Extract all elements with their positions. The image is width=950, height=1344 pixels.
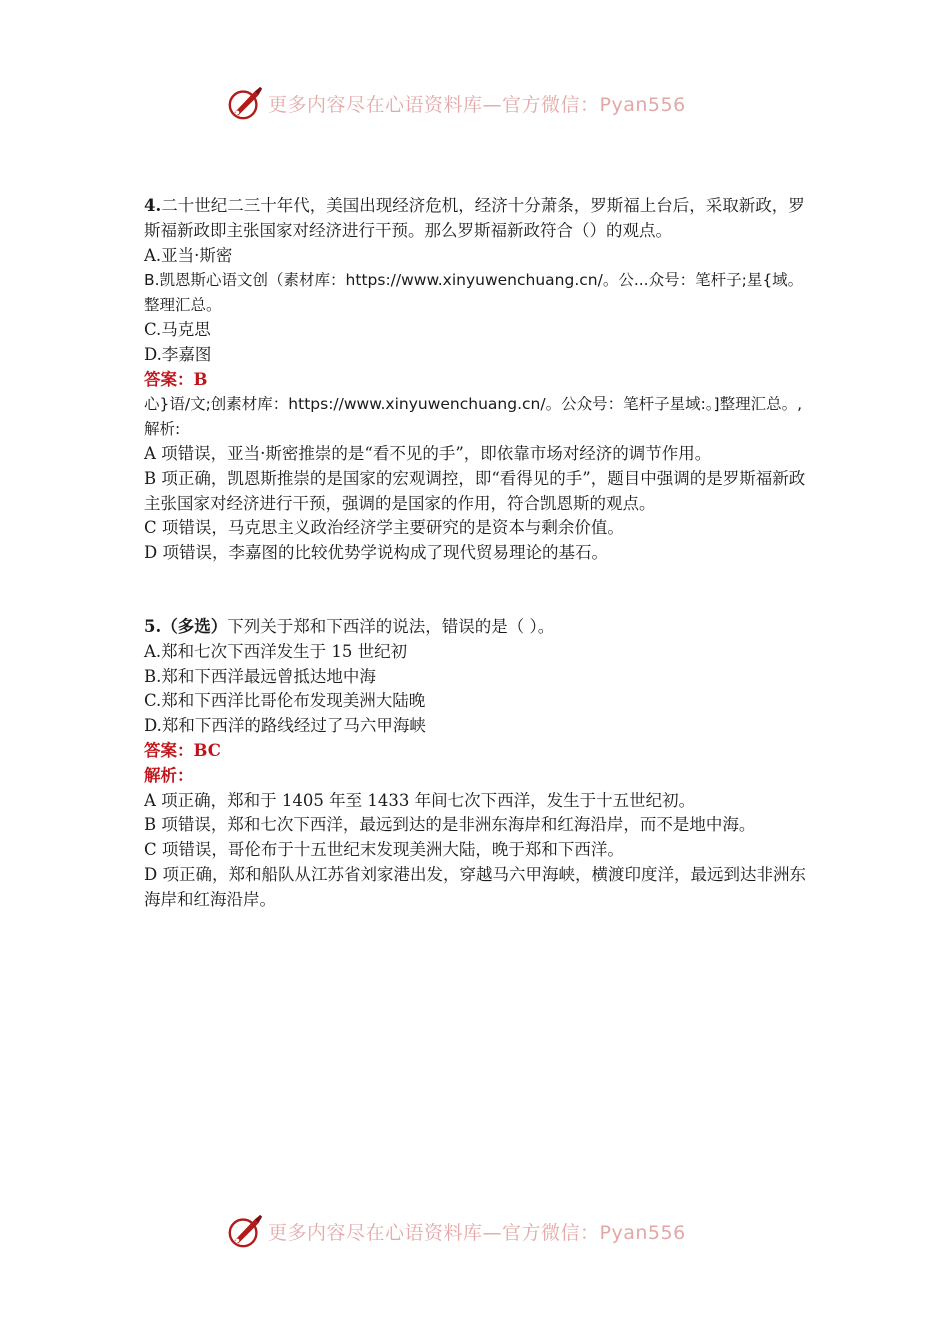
q4-explanation-c: C 项错误，马克思主义政治经济学主要研究的是资本与剩余价值。 [144,518,624,538]
q5-answer: 答案：BC [144,740,221,760]
header-banner [226,83,686,123]
q5-explanation-a: A 项正确，郑和于 1405 年至 1433 年间七次下西洋，发生于十五世纪初。 [144,790,696,810]
q5-type: （多选） [161,616,228,636]
q5-number: 5. [144,616,162,636]
pen-logo-icon [226,1212,264,1250]
q4-explanation-b: B 项正确，凯恩斯推崇的是国家的宏观调控，即“看得见的手”，题目中强调的是罗斯福新政主张国家对经济进行干预，强调的是国家的作用，符合凯恩斯的观点。 [144,468,806,513]
q5-explanation-c: C 项错误，哥伦布于十五世纪末发现美洲大陆，晚于郑和下西洋。 [144,840,624,860]
footer-banner-text: 更多内容尽在心语资料库—官方微信：Pyan556 [268,1221,686,1244]
q5-option-a: A.郑和七次下西洋发生于 15 世纪初 [144,641,408,661]
q4-answer: 答案：B [144,369,208,389]
q4-number: 4. [144,196,162,215]
q4-explanation-d: D 项错误，李嘉图的比较优势学说构成了现代贸易理论的基石。 [144,543,608,563]
q5-explanation-d: D 项正确，郑和船队从江苏省刘家港出发，穿越马六甲海峡，横渡印度洋，最远到达非洲东海岸和红海沿岸。 [144,864,806,909]
section-gap [144,566,812,615]
q4-option-d: D.李嘉图 [144,344,212,364]
q5-explanation-b: B 项错误，郑和七次下西洋，最远到达的是非洲东海岸和红海沿岸，而不是地中海。 [144,815,756,835]
q5-option-c: C.郑和下西洋比哥伦布发现美洲大陆晚 [144,691,426,711]
q5-option-b: B.郑和下西洋最远曾抵达地中海 [144,666,376,686]
q4-analysis-intro: 心}语/文;创素材库：https://www.xinyuwenchuang.cn/。公众号：笔杆子星域:。]整理汇总。,解析: [144,395,803,439]
q5-stem: 5.（多选）下列关于郑和下西洋的说法，错误的是（ ）。 [144,616,555,636]
footer-banner [226,1211,686,1251]
header-banner-text: 更多内容尽在心语资料库—官方微信：Pyan556 [268,93,686,116]
q4-explanation-a: A 项错误，亚当·斯密推崇的是“看不见的手”，即依靠市场对经济的调节作用。 [144,443,712,463]
q4-option-b: B.凯恩斯心语文创（素材库：https://www.xinyuwenchuang.cn/。公...众号：笔杆子;星{域。整理汇总。 [144,271,804,315]
q5-option-d: D.郑和下西洋的路线经过了马六甲海峡 [144,716,426,736]
document-body [144,194,812,913]
pen-logo-icon [226,84,264,122]
q4-option-a: A.亚当·斯密 [144,245,233,265]
q5-analysis-label: 解析： [144,765,194,785]
q4-option-c: C.马克思 [144,319,211,339]
q4-stem: 4.二十世纪二三十年代，美国出现经济危机，经济十分萧条，罗斯福上台后，采取新政，罗斯福新政即主张国家对经济进行干预。那么罗斯福新政符合（）的观点。 [144,196,805,240]
